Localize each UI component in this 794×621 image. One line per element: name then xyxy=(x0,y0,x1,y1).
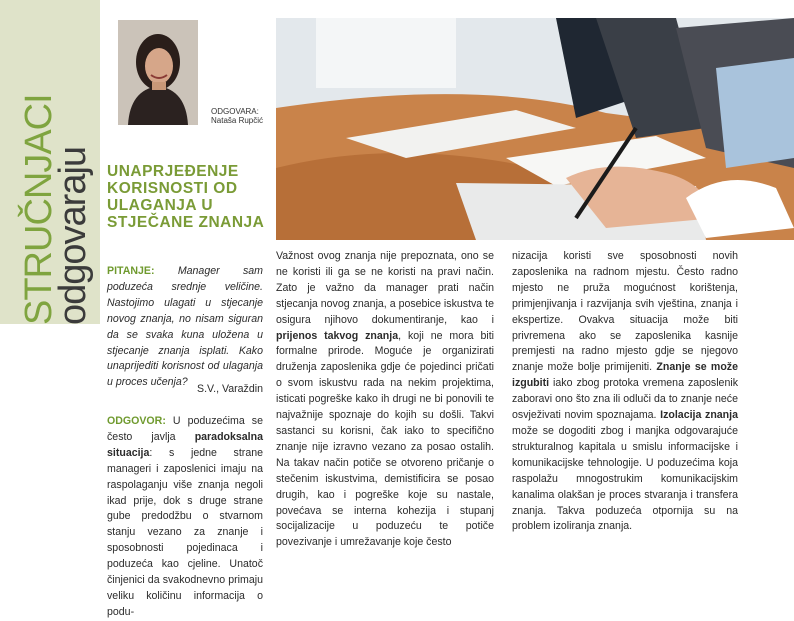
col3-text-1: nizacija koristi sve sposobnosti novih zaposlenika na radnom mjestu. Često radno mjesto ne pruža mogućnost korištenja, primjenjivanja i razvijanja svih vještina, znanja i ekspertize. Ovakva situacija može biti privremena ako se zaposlenika kasnije premjesti na radno mjesto gdje se njegovo znanje može bolje primijeniti. xyxy=(512,250,738,374)
author-portrait xyxy=(118,20,198,125)
section-title-line1: STRUČNJACI xyxy=(18,94,60,325)
col3-bold-2: Izolacija znanja xyxy=(660,409,738,422)
col2-text-1: Važnost ovog znanja nije prepoznata, ono se ne koristi ili ga se ne koristi na pravi način. Zato je važno da manager prati način stjecanja novog znanja, a posebice iskustva te osigura njihovo dokumentiranje, kao i xyxy=(276,250,494,326)
answer-block xyxy=(107,414,263,621)
article-column-3 xyxy=(512,249,738,535)
article-headline: UNAPRJEĐENJE KORISNOSTI OD ULAGANJA U STJEČANE ZNANJA xyxy=(107,163,265,231)
question-text: Manager sam poduzeća srednje veličine. Nastojimo ulagati u stjecanje novog znanja, no nisam siguran da se svaka kuna uložena u stjecanje znanja isplati. Kako unaprijediti korisnost od ulaganja u proces učenja? xyxy=(107,265,263,389)
answer-text-1: U poduzećima se često javlja xyxy=(107,415,263,443)
question-block xyxy=(107,264,263,391)
answer-bold-1: paradoksalna situacija xyxy=(107,430,263,459)
author-caption xyxy=(211,107,263,125)
answer-label: ODGOVOR: xyxy=(107,415,166,427)
section-title-line2: odgovaraju xyxy=(52,146,94,325)
question-signature: S.V., Varaždin xyxy=(197,383,263,395)
col3-text-2: iako zbog protoka vremena zaposlenik zaboravi ono što zna ili odluči da to znanje neće osvježivati novim spoznajama. xyxy=(512,377,738,422)
question-label: PITANJE: xyxy=(107,265,155,277)
section-title xyxy=(6,90,96,330)
article-column-2 xyxy=(276,249,494,551)
col3-text-3: može se dogoditi zbog i manjka odgovarajuće strukturalnog kapitala u smislu informacijske i komunikacijske tehnologije. U poduzećima koja raspolažu mnogostrukim komunikacijskim kanalima olakšan je proces stvaranja i transfera znanja. Takva poduzeća otpornija su na problem izoliranja znanja. xyxy=(512,424,738,533)
author-name: Nataša Rupčić xyxy=(211,116,264,125)
col2-text-2: , koji ne mora biti formalne prirode. Moguće je organizirati druženja zaposlenika gdje će pojedinci pričati o svom iskustvu rada na nekim projektima, isticati pogreške kako ih drugi ne bi ponovili te najvažnije spoznaje do kojih su došli. Takvi sastanci su korisni, čak iako to specifično znanje nije izravno vezano za posao ostalih. Na takav način potiče se otvoreno pričanje o stečenim iskustvima, demistificira se posao drugih, kao i pogreške koje su nastale, povećava se interna kohezija i stupanj socijalizacije u poduzeću te potiče povezivanje i umrežavanje koje često xyxy=(276,329,494,549)
col2-bold-1: prijenos takvog znanja xyxy=(276,329,399,342)
meeting-photo xyxy=(276,18,794,240)
col3-bold-1: Znanje se može izgubiti xyxy=(512,361,738,390)
answer-text-2: : s jedne strane manageri i zaposlenici imaju na raspolaganju više znanja negoli ikad prije, dok s druge strane gube predodžbu o stvarnom stanju vezano za znanje i sposobnosti pojedinaca i poduzeća kao cjeline. Unatoč činjenici da svakodnevno primaju veliku količinu informacija o podu- xyxy=(107,446,263,618)
author-label: ODGOVARA: xyxy=(211,107,259,116)
